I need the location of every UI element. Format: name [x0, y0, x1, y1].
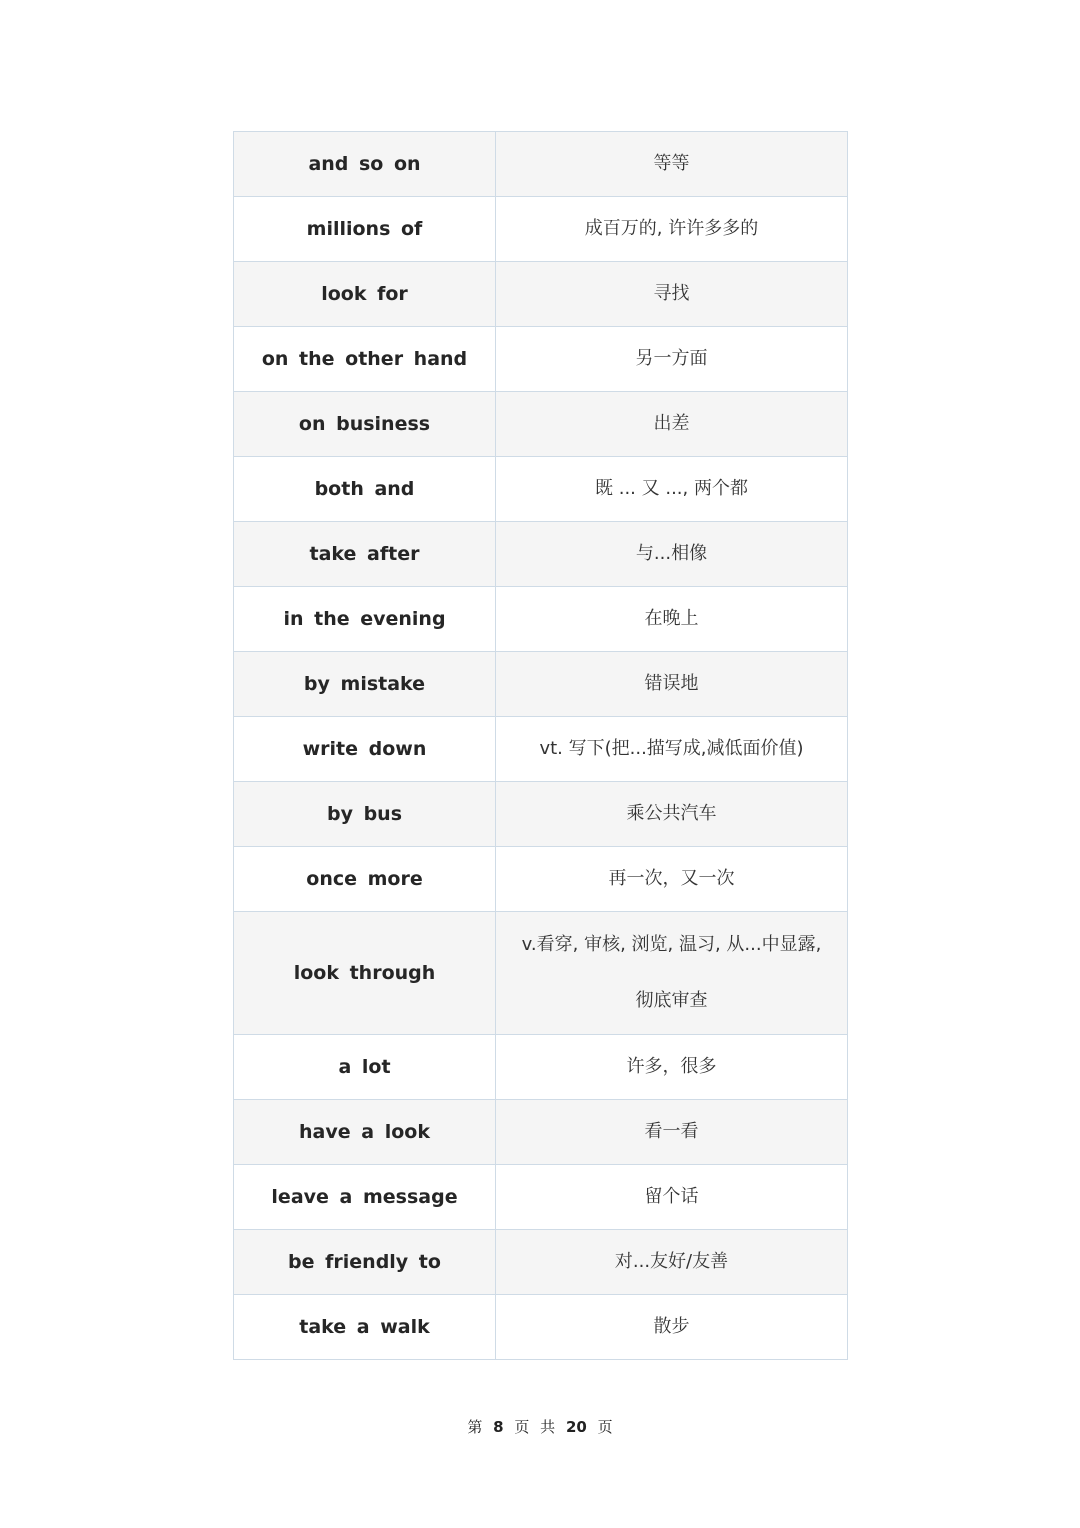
table-row	[234, 1230, 848, 1295]
current-page-number: 8	[493, 1418, 504, 1436]
chinese-meaning-line: 彻底审查	[635, 990, 708, 1011]
english-phrase: and so on	[234, 132, 496, 197]
vocabulary-table	[233, 131, 848, 1360]
english-phrase: both and	[234, 457, 496, 522]
english-phrase: a lot	[234, 1035, 496, 1100]
table-row	[234, 392, 848, 457]
english-phrase: millions of	[234, 197, 496, 262]
chinese-meaning-line: 看一看	[644, 1121, 699, 1142]
chinese-meaning-line: 寻找	[653, 283, 690, 304]
chinese-meaning	[496, 1035, 848, 1100]
vocabulary-table-body	[234, 132, 848, 1360]
english-phrase: in the evening	[234, 587, 496, 652]
chinese-meaning-line: 等等	[653, 153, 690, 174]
chinese-meaning-line: 与...相像	[635, 543, 708, 564]
chinese-meaning	[496, 1100, 848, 1165]
chinese-meaning	[496, 132, 848, 197]
chinese-meaning-line: 在晚上	[644, 608, 699, 629]
english-phrase: once more	[234, 847, 496, 912]
table-row	[234, 717, 848, 782]
english-phrase: take after	[234, 522, 496, 587]
table-row	[234, 1165, 848, 1230]
table-row	[234, 327, 848, 392]
chinese-meaning-line: 再一次，又一次	[608, 868, 735, 889]
chinese-meaning-line: 成百万的, 许许多多的	[584, 218, 759, 239]
table-row	[234, 912, 848, 1035]
chinese-meaning	[496, 392, 848, 457]
chinese-meaning-line: 对...友好/友善	[614, 1251, 729, 1272]
page-footer	[0, 1416, 1080, 1437]
chinese-meaning-line: 留个话	[644, 1186, 699, 1207]
chinese-meaning	[496, 1230, 848, 1295]
chinese-meaning	[496, 782, 848, 847]
chinese-meaning	[496, 457, 848, 522]
english-phrase: look for	[234, 262, 496, 327]
english-phrase: by bus	[234, 782, 496, 847]
chinese-meaning-line: v.看穿, 审核, 浏览, 温习, 从...中显露,	[521, 934, 822, 955]
chinese-meaning-line: 错误地	[644, 673, 699, 694]
chinese-meaning	[496, 652, 848, 717]
table-row	[234, 132, 848, 197]
footer-middle: 页 共	[514, 1418, 556, 1436]
chinese-meaning	[496, 1165, 848, 1230]
footer-prefix: 第	[467, 1418, 483, 1436]
english-phrase: have a look	[234, 1100, 496, 1165]
table-row	[234, 652, 848, 717]
table-row	[234, 457, 848, 522]
chinese-meaning	[496, 327, 848, 392]
table-row	[234, 847, 848, 912]
table-row	[234, 197, 848, 262]
table-row	[234, 1100, 848, 1165]
chinese-meaning-line: 许多，很多	[626, 1056, 717, 1077]
chinese-meaning-line: 另一方面	[635, 348, 708, 369]
table-row	[234, 782, 848, 847]
table-row	[234, 1295, 848, 1360]
chinese-meaning	[496, 1295, 848, 1360]
table-row	[234, 1035, 848, 1100]
table-row	[234, 262, 848, 327]
english-phrase: leave a message	[234, 1165, 496, 1230]
english-phrase: by mistake	[234, 652, 496, 717]
chinese-meaning-line: vt. 写下(把...描写成,减低面价值)	[539, 738, 804, 759]
chinese-meaning	[496, 587, 848, 652]
table-row	[234, 587, 848, 652]
chinese-meaning	[496, 717, 848, 782]
english-phrase: write down	[234, 717, 496, 782]
chinese-meaning	[496, 197, 848, 262]
chinese-meaning-line: 散步	[653, 1316, 690, 1337]
table-row	[234, 522, 848, 587]
chinese-meaning	[496, 522, 848, 587]
chinese-meaning-line: 既 ... 又 ..., 两个都	[595, 478, 748, 499]
total-page-count: 20	[565, 1418, 587, 1436]
chinese-meaning	[496, 847, 848, 912]
english-phrase: on business	[234, 392, 496, 457]
english-phrase: look through	[234, 912, 496, 1035]
chinese-meaning-line: 乘公共汽车	[626, 803, 717, 824]
chinese-meaning	[496, 262, 848, 327]
chinese-meaning-line: 出差	[653, 413, 690, 434]
footer-suffix: 页	[597, 1418, 613, 1436]
english-phrase: on the other hand	[234, 327, 496, 392]
english-phrase: take a walk	[234, 1295, 496, 1360]
english-phrase: be friendly to	[234, 1230, 496, 1295]
chinese-meaning	[496, 912, 848, 1035]
